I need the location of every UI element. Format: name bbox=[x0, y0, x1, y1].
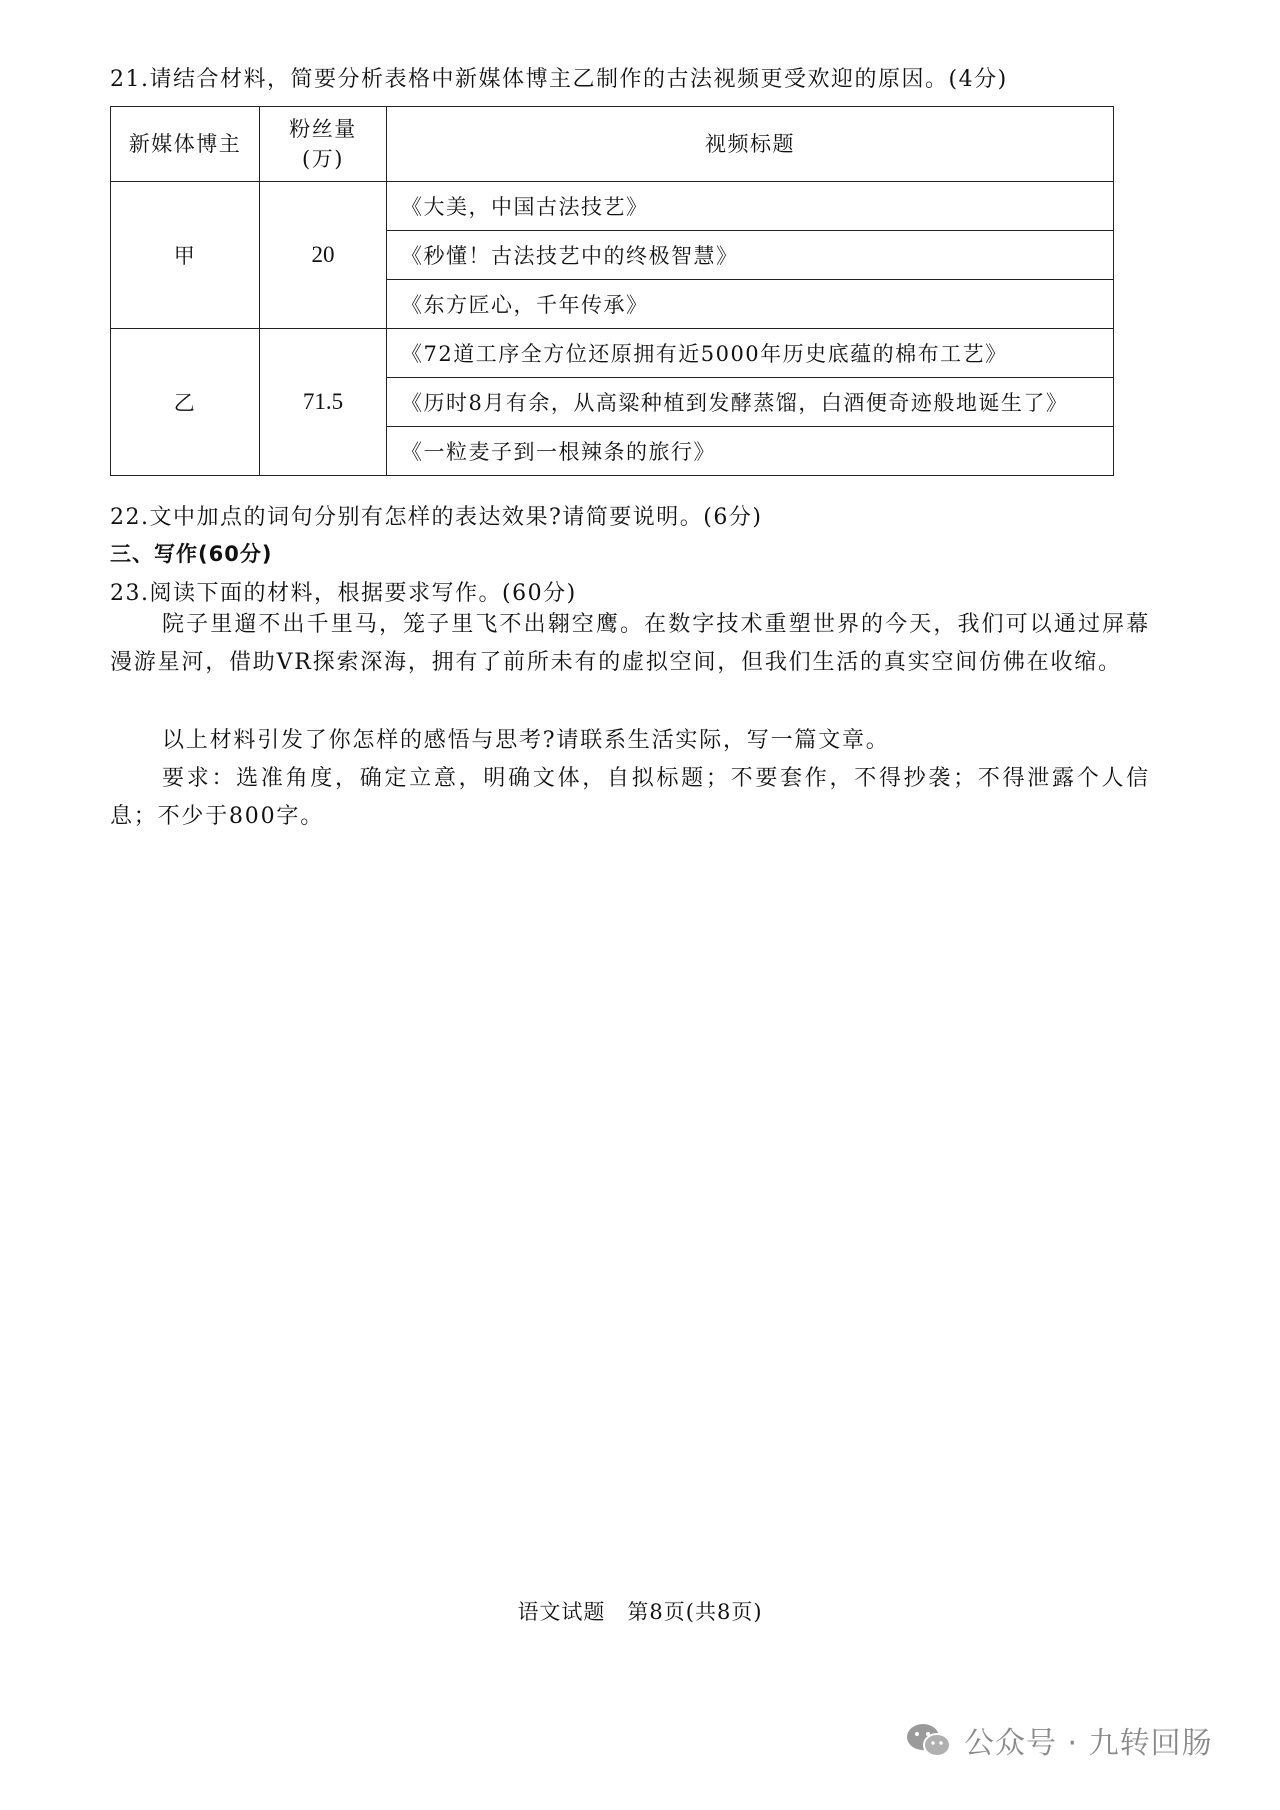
header-fans-line2: (万) bbox=[302, 147, 344, 171]
header-fans bbox=[260, 107, 387, 182]
page-footer: 语文试题 第8页(共8页) bbox=[517, 1600, 763, 1624]
blogger-name: 甲 bbox=[111, 182, 260, 329]
blogger-name: 乙 bbox=[111, 329, 260, 476]
blogger-video-table bbox=[110, 106, 1114, 476]
question-21: 21.请结合材料，简要分析表格中新媒体博主乙制作的古法视频更受欢迎的原因。(4分) bbox=[110, 67, 1008, 92]
table-row bbox=[111, 329, 1114, 378]
video-title: 《一粒麦子到一根辣条的旅行》 bbox=[387, 427, 1114, 476]
question-23: 23.阅读下面的材料，根据要求写作。(60分) bbox=[110, 581, 577, 606]
video-title: 《历时8月有余，从高粱种植到发酵蒸馏，白酒便奇迹般地诞生了》 bbox=[387, 378, 1114, 427]
fans-count: 20 bbox=[260, 182, 387, 329]
watermark bbox=[904, 1718, 1213, 1762]
writing-requirements: 要求：选准角度，确定立意，明确文体，自拟标题；不要套作，不得抄袭；不得泄露个人信息；不少于800字。 bbox=[110, 766, 1150, 829]
question-22: 22.文中加点的词句分别有怎样的表达效果?请简要说明。(6分) bbox=[110, 505, 763, 530]
video-title: 《秒懂！古法技艺中的终极智慧》 bbox=[387, 231, 1114, 280]
video-title: 《东方匠心，千年传承》 bbox=[387, 280, 1114, 329]
section-heading-writing: 三、写作(60分) bbox=[110, 542, 273, 566]
writing-prompt: 以上材料引发了你怎样的感悟与思考?请联系生活实际，写一篇文章。 bbox=[162, 728, 890, 753]
writing-material: 院子里遛不出千里马，笼子里飞不出翱空鹰。在数字技术重塑世界的今天，我们可以通过屏幕漫游星河，借助VR探索深海，拥有了前所未有的虚拟空间，但我们生活的真实空间仿佛在收缩。 bbox=[110, 612, 1150, 675]
header-video-title: 视频标题 bbox=[387, 107, 1114, 182]
header-blogger: 新媒体博主 bbox=[111, 107, 260, 182]
header-fans-line1: 粉丝量 bbox=[289, 117, 357, 141]
video-title: 《大美，中国古法技艺》 bbox=[387, 182, 1114, 231]
watermark-text: 公众号 · 九转回肠 bbox=[964, 1726, 1213, 1761]
video-title: 《72道工序全方位还原拥有近5000年历史底蕴的棉布工艺》 bbox=[387, 329, 1114, 378]
table-header-row bbox=[111, 107, 1114, 182]
table-row bbox=[111, 182, 1114, 231]
wechat-icon bbox=[904, 1720, 954, 1760]
fans-count: 71.5 bbox=[260, 329, 387, 476]
